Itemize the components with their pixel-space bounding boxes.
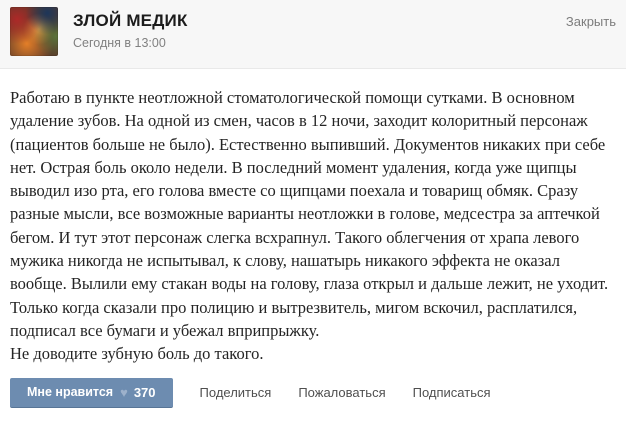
group-avatar[interactable]: [10, 7, 58, 56]
post-header: [0, 0, 626, 69]
heart-icon: ♥: [120, 384, 128, 400]
share-link[interactable]: Поделиться: [199, 385, 272, 401]
post-paragraph: Работаю в пункте неотложной стоматологической помощи сутками. В основном удаление зубов. На одной из смен, часов в 12 ночи, заходит колоритный персонаж (пациентов больше не было). Естественно выпивший. Документов никаких при себе нет. Острая боль около недели. В последний момент удаления, когда уже щипцы выводил изо рта, его голова вместе со щипцами поехала и товарищ обмяк. Сразу разные мысли, все возможные варианты неотложки в голове, медсестра за аптечкой бегом. И тут этот персонаж слегка всхрапнул. Такого облегчения от храпа левого мужика никогда не испытывал, к слову, нашатырь никакого эффекта не оказал вообще. Вылили ему стакан воды на голову, глаза открыл и дальше лежит, не уходит. Только когда сказали про полицию и вытрезвитель, мигом вскочил, расплатился, подписал все бумаги и убежал вприпрыжку.: [10, 88, 609, 340]
close-link[interactable]: Закрыть: [565, 14, 616, 29]
post-timestamp: Сегодня в 13:00: [73, 36, 166, 50]
subscribe-link[interactable]: Подписаться: [412, 385, 491, 401]
report-link[interactable]: Пожаловаться: [298, 385, 386, 401]
like-button[interactable]: [10, 378, 173, 408]
group-title[interactable]: ЗЛОЙ МЕДИК: [73, 11, 188, 30]
like-count: 370: [133, 384, 156, 400]
post-text: [0, 69, 626, 366]
post-paragraph: Не доводите зубную боль до такого.: [10, 344, 264, 364]
post-action-bar: [10, 378, 626, 408]
like-button-label: Мне нравится: [27, 385, 114, 400]
